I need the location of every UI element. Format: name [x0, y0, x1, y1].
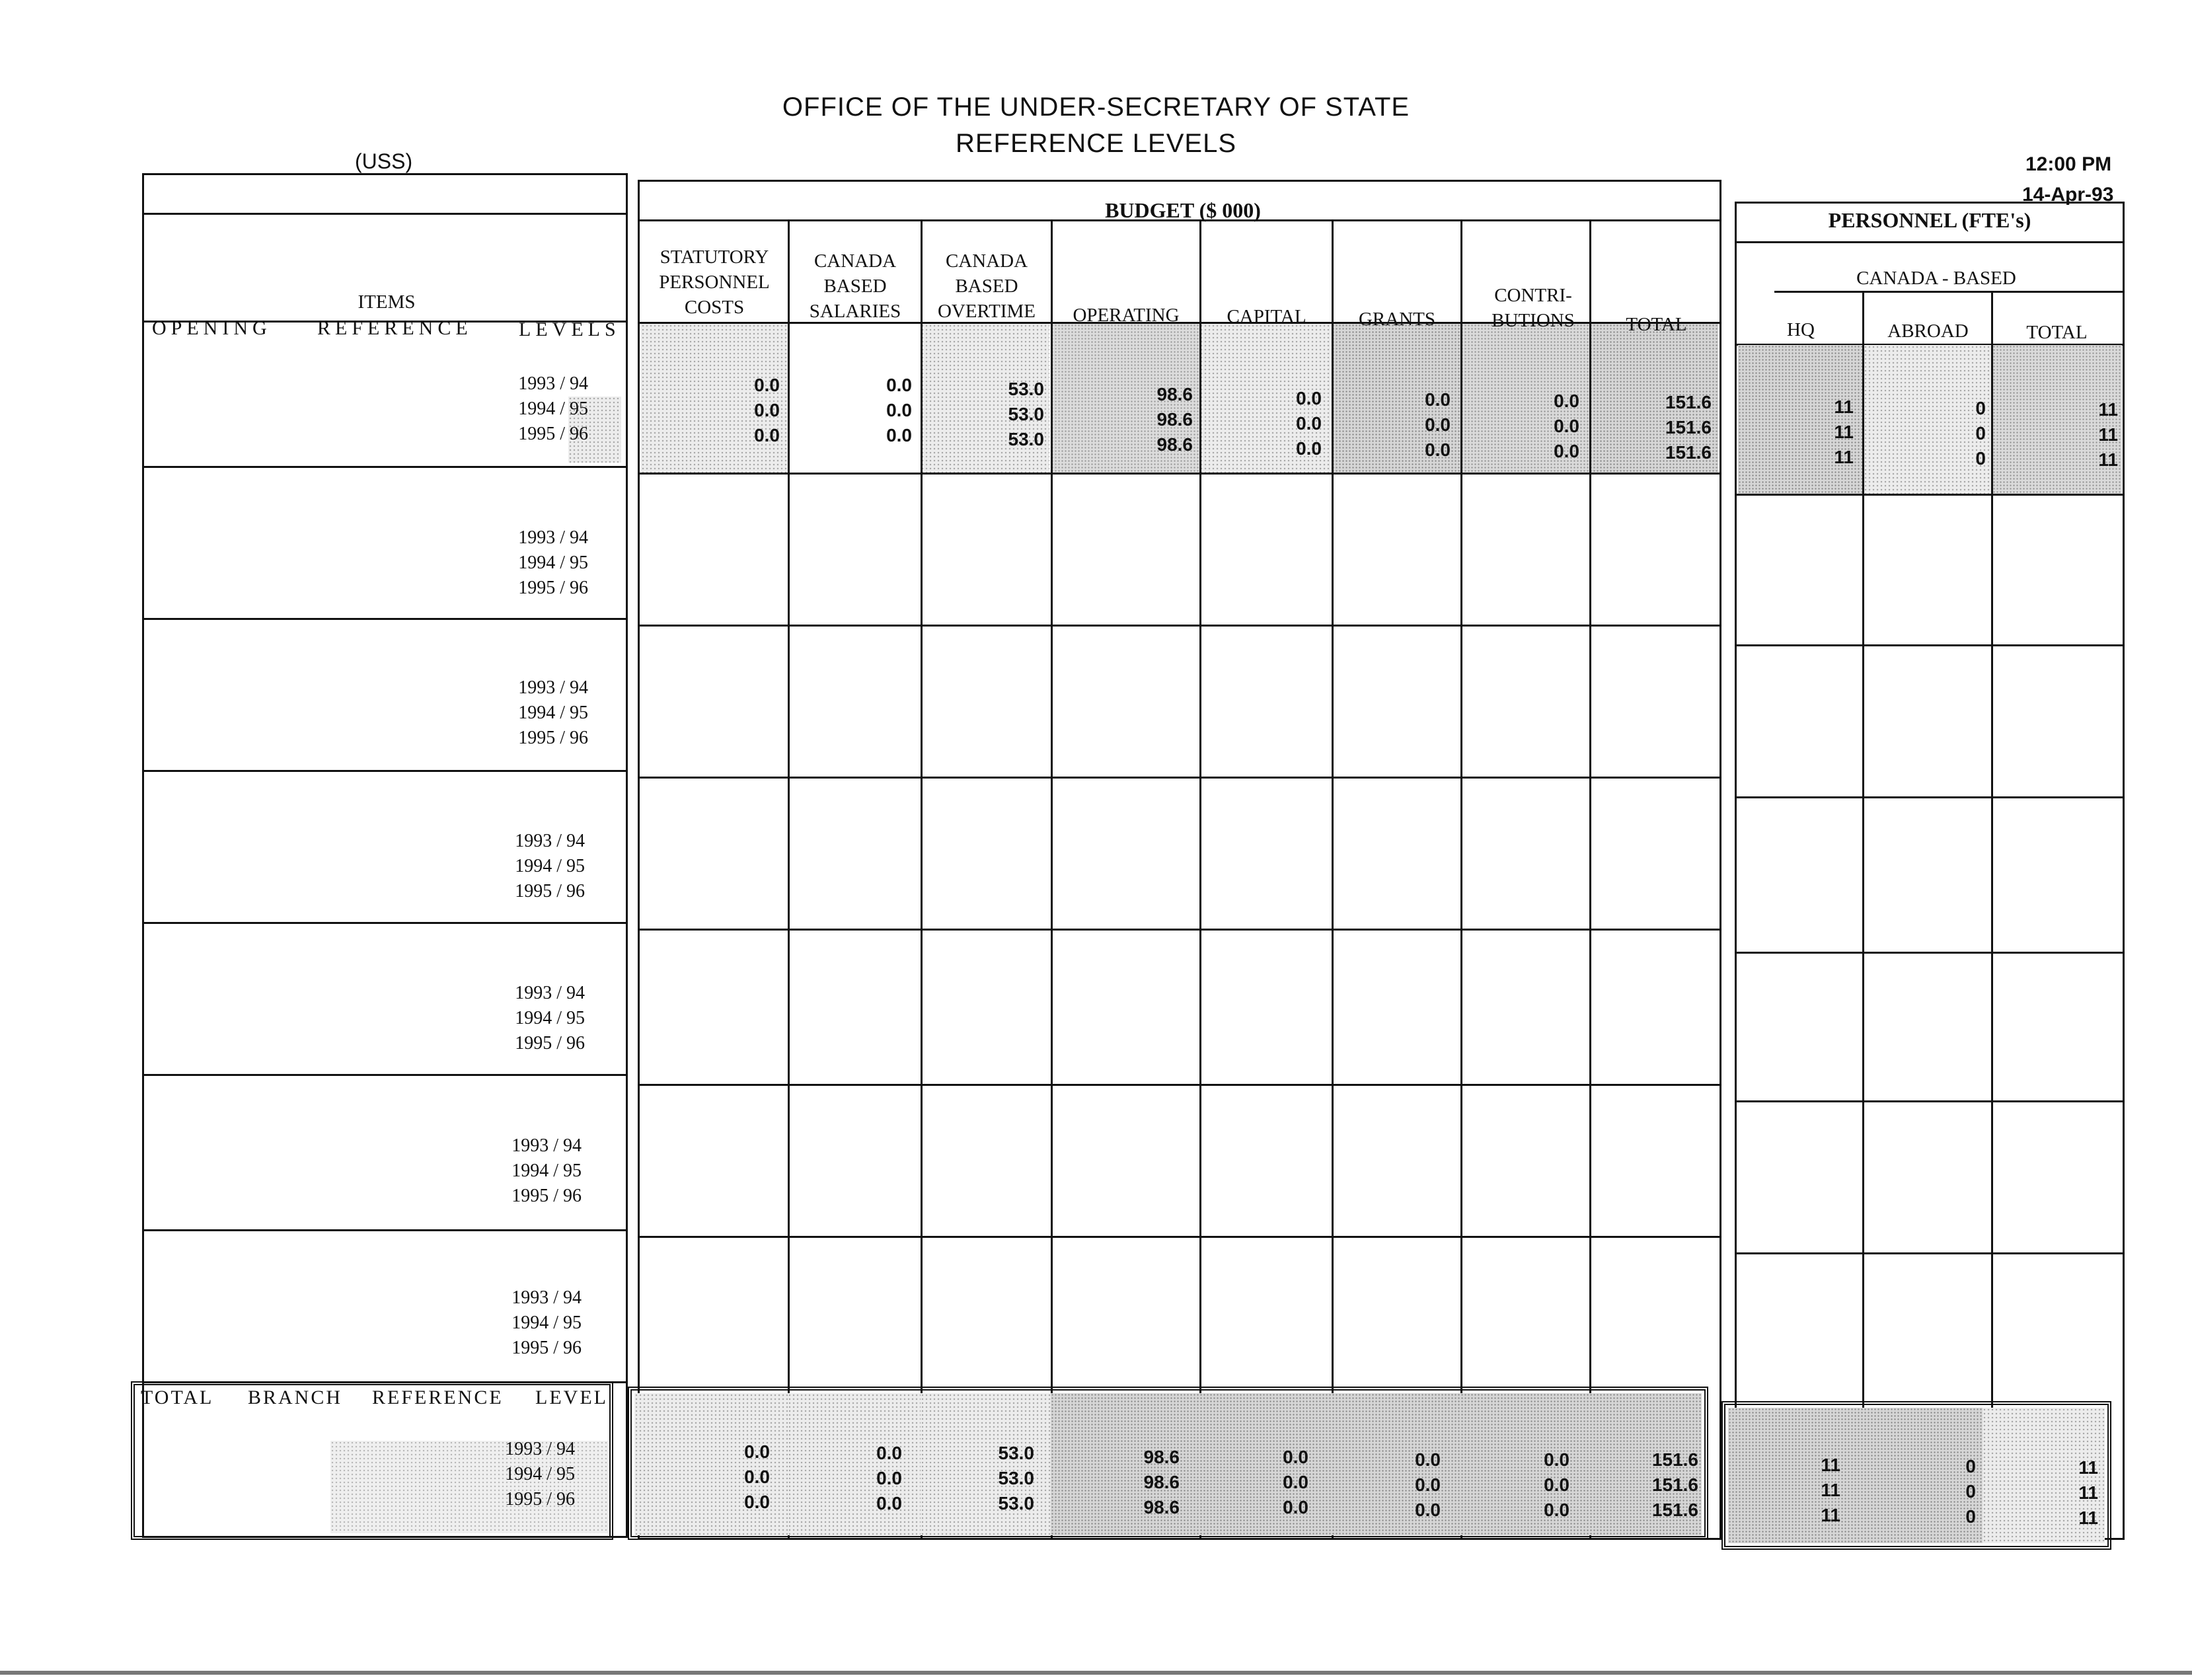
opening-abroad-values: 0 0 0	[1975, 398, 1986, 469]
col-contributions: CONTRI- BUTIONS	[1492, 285, 1575, 331]
total-salaries-values: 0.0 0.0 0.0	[876, 1443, 902, 1513]
col-personnel-total: TOTAL	[2026, 322, 2088, 343]
report-time: 12:00 PM	[2025, 153, 2112, 175]
total-operating-values: 98.6 98.6 98.6	[1143, 1447, 1180, 1517]
opening-word-2: REFERENCE	[317, 317, 472, 339]
total-years: 1993 / 94 1994 / 95 1995 / 96	[505, 1439, 575, 1509]
total-statutory-values: 0.0 0.0 0.0	[744, 1441, 770, 1512]
col-grants: GRANTS	[1358, 309, 1435, 330]
row2-years: 1993 / 94 1994 / 95 1995 / 96	[518, 527, 588, 598]
opening-contributions-values: 0.0 0.0 0.0	[1554, 391, 1579, 461]
opening-years: 1993 / 94 1994 / 95 1995 / 96	[518, 373, 588, 444]
opening-total-values: 151.6 151.6 151.6	[1665, 392, 1712, 463]
total-word-1: TOTAL	[141, 1387, 214, 1408]
total-word-2: BRANCH	[248, 1387, 343, 1408]
opening-personnel-total-values: 11 11 11	[2098, 399, 2118, 470]
total-overtime-values: 53.0 53.0 53.0	[998, 1443, 1034, 1513]
opening-hq-values: 11 11 11	[1834, 397, 1854, 467]
col-canada-overtime: CANADA BASED OVERTIME	[937, 250, 1036, 322]
opening-operating-values: 98.6 98.6 98.6	[1156, 384, 1193, 455]
opening-grants-values: 0.0 0.0 0.0	[1425, 389, 1451, 460]
col-hq: HQ	[1787, 319, 1815, 340]
row7-years: 1993 / 94 1994 / 95 1995 / 96	[511, 1287, 582, 1358]
total-personnel-total-values: 11 11 11	[2078, 1457, 2098, 1528]
col-budget-total: TOTAL	[1626, 314, 1687, 335]
personnel-title: PERSONNEL (FTE's)	[1828, 208, 2031, 232]
total-hq-values: 11 11 11	[1821, 1455, 1840, 1525]
opening-statutory-values: 0.0 0.0 0.0	[754, 375, 780, 445]
scan-edge	[0, 1671, 2192, 1675]
report-date: 14-Apr-93	[2022, 184, 2114, 206]
opening-word-3: LEVELS	[519, 319, 621, 340]
row4-years: 1993 / 94 1994 / 95 1995 / 96	[515, 831, 585, 901]
personnel-subtitle: CANADA - BASED	[1856, 268, 2016, 289]
opening-overtime-values: 53.0 53.0 53.0	[1008, 379, 1044, 449]
total-abroad-values: 0 0 0	[1965, 1456, 1976, 1527]
total-budget-total-values: 151.6 151.6 151.6	[1651, 1449, 1698, 1520]
row3-years: 1993 / 94 1994 / 95 1995 / 96	[518, 677, 588, 748]
col-abroad: ABROAD	[1887, 321, 1969, 342]
total-contributions-values: 0.0 0.0 0.0	[1544, 1449, 1569, 1520]
row6-years: 1993 / 94 1994 / 95 1995 / 96	[511, 1135, 582, 1206]
opening-capital-values: 0.0 0.0 0.0	[1296, 388, 1322, 459]
total-word-3: REFERENCE	[372, 1387, 504, 1408]
row5-years: 1993 / 94 1994 / 95 1995 / 96	[515, 983, 585, 1053]
total-grants-values: 0.0 0.0 0.0	[1415, 1449, 1441, 1520]
page-title: OFFICE OF THE UNDER-SECRETARY OF STATE	[782, 93, 1410, 122]
total-word-4: LEVEL	[535, 1387, 608, 1408]
opening-word-1: OPENING	[152, 317, 272, 339]
budget-title: BUDGET ($ 000)	[1105, 198, 1261, 222]
col-operating: OPERATING	[1073, 305, 1180, 326]
col-capital: CAPITAL	[1227, 306, 1306, 327]
items-label: ITEMS	[358, 291, 416, 313]
opening-salaries-values: 0.0 0.0 0.0	[886, 375, 912, 445]
total-capital-values: 0.0 0.0 0.0	[1283, 1447, 1308, 1517]
col-statutory-personnel: STATUTORY PERSONNEL COSTS	[659, 247, 770, 318]
page-subtitle: REFERENCE LEVELS	[955, 129, 1237, 158]
col-canada-salaries: CANADA BASED SALARIES	[809, 250, 901, 322]
org-code: (USS)	[355, 149, 413, 173]
